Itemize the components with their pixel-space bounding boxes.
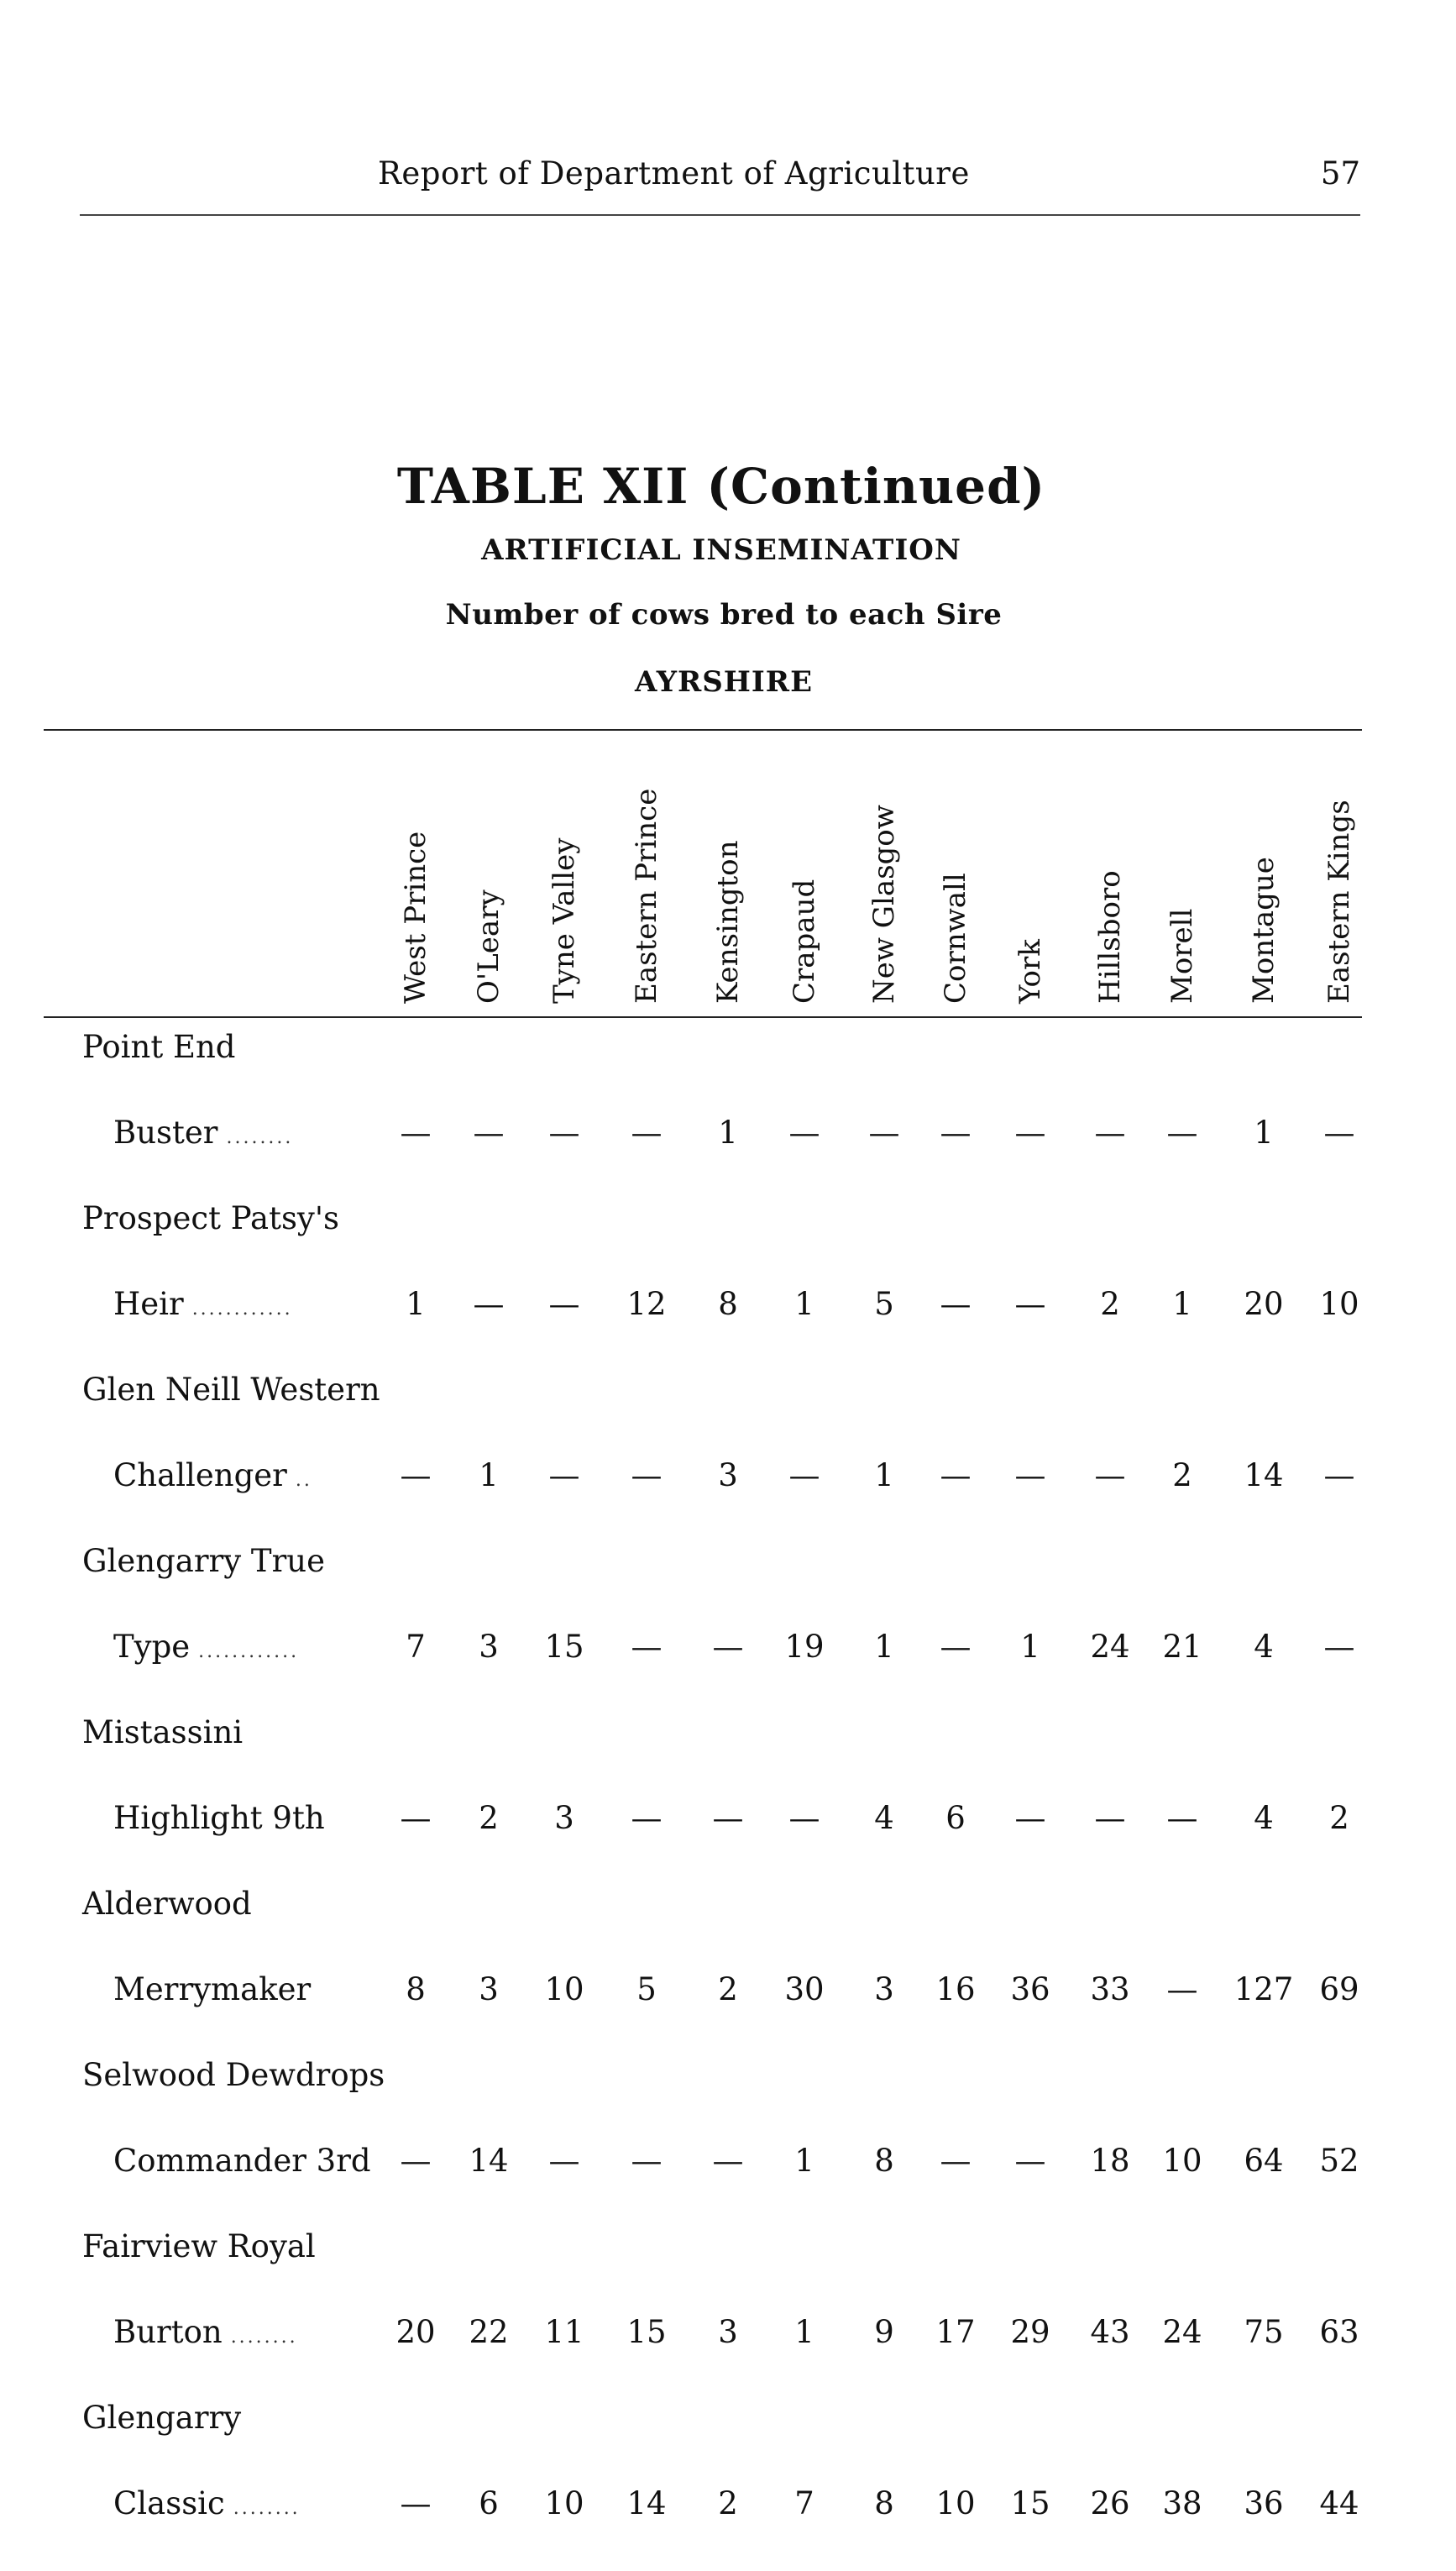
table-cell: 11 <box>544 2314 584 2350</box>
sire-name-line1: Glengarry True <box>82 1543 325 1579</box>
table-cell: 14 <box>626 2485 667 2521</box>
column-header <box>711 735 745 1004</box>
table-cell: — <box>1094 1457 1126 1493</box>
table-cell: 4 <box>874 1800 894 1836</box>
sire-name-line2 <box>113 1800 325 1836</box>
sire-name-line2-text: Buster <box>113 1115 218 1151</box>
table-cell: — <box>940 2143 972 2179</box>
table-cell: 19 <box>784 1629 825 1665</box>
table-cell: — <box>1094 1115 1126 1151</box>
table-cell: 3 <box>718 1457 738 1493</box>
table-cell: — <box>400 2143 432 2179</box>
table-cell: — <box>473 1286 505 1322</box>
table-subtitle: ARTIFICIAL INSEMINATION <box>481 533 961 567</box>
table-row <box>0 2400 1456 2571</box>
sire-name-line1: Fairview Royal <box>82 2228 316 2264</box>
table-row <box>0 1372 1456 1543</box>
dot-leader: ........ <box>230 2327 298 2348</box>
column-header-label: Kensington <box>711 840 745 1004</box>
table-cell: 2 <box>1172 1457 1192 1493</box>
table-row <box>0 2228 1456 2400</box>
dot-leader: .. <box>295 1470 312 1491</box>
sire-name-line1: Mistassini <box>82 1714 244 1750</box>
table-cell: — <box>631 2143 663 2179</box>
table-row <box>0 2057 1456 2228</box>
table-cell: 30 <box>784 1971 825 2007</box>
running-title: Report of Department of Agriculture <box>378 155 970 192</box>
column-header <box>1093 735 1127 1004</box>
sire-name-line2-text: Heir <box>113 1286 184 1322</box>
table-cell: 20 <box>1244 1286 1284 1322</box>
table-cell: 1 <box>794 2314 814 2350</box>
column-header <box>1165 735 1199 1004</box>
sire-name-line1: Glen Neill Western <box>82 1372 380 1408</box>
column-header-label: West Prince <box>399 831 432 1004</box>
table-cell: 44 <box>1319 2485 1359 2521</box>
table-cell: 3 <box>874 1971 894 2007</box>
table-cell: — <box>631 1629 663 1665</box>
table-cell: 10 <box>935 2485 976 2521</box>
sire-name-line1: Prospect Patsy's <box>82 1200 339 1236</box>
table-cell: — <box>712 1629 744 1665</box>
table-cell: 2 <box>479 1800 499 1836</box>
column-header-label: Tyne Valley <box>547 837 581 1004</box>
column-header-label: Crapaud <box>788 879 821 1004</box>
table-cell: 10 <box>544 1971 584 2007</box>
table-cell: 22 <box>469 2314 509 2350</box>
sire-name-line2 <box>113 1971 311 2007</box>
column-header <box>867 735 901 1004</box>
column-header <box>788 735 821 1004</box>
table-cell: 1 <box>406 1286 426 1322</box>
header-rule <box>80 214 1360 216</box>
column-header <box>1322 735 1356 1004</box>
table-header-rule <box>44 1016 1362 1018</box>
table-cell: — <box>400 1800 432 1836</box>
table-cell: — <box>1166 1115 1198 1151</box>
sire-name-line2 <box>113 1115 293 1151</box>
table-cell: 1 <box>718 1115 738 1151</box>
table-cell: — <box>400 2485 432 2521</box>
sire-name-line2-text: Commander 3rd <box>113 2143 371 2179</box>
table-cell: 7 <box>794 2485 814 2521</box>
table-cell: — <box>788 1457 820 1493</box>
sire-name-line2-text: Challenger <box>113 1457 287 1493</box>
sire-name-line1: Selwood Dewdrops <box>82 2057 385 2093</box>
column-header-label: Hillsboro <box>1093 870 1127 1004</box>
table-cell: 3 <box>479 1971 499 2007</box>
table-cell: — <box>548 1115 580 1151</box>
table-cell: 3 <box>479 1629 499 1665</box>
table-cell: — <box>1014 1457 1046 1493</box>
table-cell: — <box>712 1800 744 1836</box>
table-cell: 21 <box>1162 1629 1202 1665</box>
table-cell: 9 <box>874 2314 894 2350</box>
table-row <box>0 1029 1456 1200</box>
column-header-label: York <box>1013 939 1047 1004</box>
table-cell: 1 <box>1020 1629 1040 1665</box>
table-cell: — <box>631 1457 663 1493</box>
column-header-label: Eastern Prince <box>630 788 663 1004</box>
table-cell: — <box>473 1115 505 1151</box>
table-cell: 36 <box>1244 2485 1284 2521</box>
sire-name-line2-text: Classic <box>113 2485 225 2521</box>
table-cell: — <box>712 2143 744 2179</box>
column-header <box>939 735 972 1004</box>
sire-name-line1: Point End <box>82 1029 236 1065</box>
table-body <box>0 1029 1456 2571</box>
table-title: TABLE XII (Continued) <box>396 458 1046 515</box>
table-cell: 15 <box>1010 2485 1050 2521</box>
table-cell: 1 <box>874 1629 894 1665</box>
table-cell: 8 <box>874 2485 894 2521</box>
column-header <box>630 735 663 1004</box>
column-header <box>1013 735 1047 1004</box>
table-cell: 52 <box>1319 2143 1359 2179</box>
table-cell: 6 <box>945 1800 966 1836</box>
sire-name-line2-text: Merrymaker <box>113 1971 312 2007</box>
table-cell: 5 <box>636 1971 657 2007</box>
column-header-label: O'Leary <box>472 889 505 1004</box>
table-cell: 43 <box>1090 2314 1130 2350</box>
table-top-rule <box>44 729 1362 731</box>
table-cell: — <box>1166 1971 1198 2007</box>
table-cell: — <box>1014 1115 1046 1151</box>
column-header <box>1247 735 1281 1004</box>
table-cell: — <box>788 1800 820 1836</box>
table-cell: 38 <box>1162 2485 1202 2521</box>
table-cell: — <box>788 1115 820 1151</box>
column-header-label: Morell <box>1165 908 1199 1004</box>
table-cell: 10 <box>1319 1286 1359 1322</box>
column-header <box>472 735 505 1004</box>
table-cell: 4 <box>1254 1800 1274 1836</box>
table-cell: 127 <box>1233 1971 1294 2007</box>
table-cell: 69 <box>1319 1971 1359 2007</box>
table-cell: — <box>548 1457 580 1493</box>
table-cell: 1 <box>1254 1115 1274 1151</box>
table-cell: 8 <box>874 2143 894 2179</box>
table-cell: 3 <box>718 2314 738 2350</box>
table-row <box>0 1886 1456 2057</box>
sire-name-line2 <box>113 2485 301 2521</box>
table-caption: Number of cows bred to each Sire <box>445 598 1003 632</box>
table-cell: — <box>1323 1629 1355 1665</box>
table-cell: 8 <box>406 1971 426 2007</box>
table-cell: 2 <box>1100 1286 1120 1322</box>
column-headers <box>0 739 1456 1012</box>
column-header <box>547 735 581 1004</box>
column-header-label: Montague <box>1247 857 1281 1004</box>
table-cell: — <box>548 2143 580 2179</box>
table-cell: 24 <box>1162 2314 1202 2350</box>
table-cell: — <box>1323 1115 1355 1151</box>
table-cell: 63 <box>1319 2314 1359 2350</box>
table-cell: 75 <box>1244 2314 1284 2350</box>
table-cell: — <box>940 1286 972 1322</box>
table-cell: — <box>868 1115 900 1151</box>
table-cell: 17 <box>935 2314 976 2350</box>
table-cell: 15 <box>544 1629 584 1665</box>
sire-name-line2 <box>113 1286 293 1322</box>
table-cell: 26 <box>1090 2485 1130 2521</box>
table-cell: 18 <box>1090 2143 1130 2179</box>
running-head <box>80 155 1360 206</box>
breed-heading: AYRSHIRE <box>635 665 813 699</box>
sire-name-line1: Glengarry <box>82 2400 242 2436</box>
table-cell: — <box>631 1800 663 1836</box>
table-cell: 33 <box>1090 1971 1130 2007</box>
dot-leader: ............ <box>198 1641 300 1662</box>
table-cell: — <box>400 1115 432 1151</box>
table-cell: 8 <box>718 1286 738 1322</box>
table-row <box>0 1543 1456 1714</box>
column-header-label: Cornwall <box>939 873 972 1004</box>
table-cell: 14 <box>469 2143 509 2179</box>
table-cell: 1 <box>794 1286 814 1322</box>
table-cell: 24 <box>1090 1629 1130 1665</box>
dot-leader: ........ <box>233 2498 301 2519</box>
table-cell: — <box>631 1115 663 1151</box>
column-header-label: Eastern Kings <box>1322 800 1356 1004</box>
table-cell: — <box>1166 1800 1198 1836</box>
table-cell: — <box>940 1457 972 1493</box>
table-cell: 16 <box>935 1971 976 2007</box>
table-cell: 1 <box>794 2143 814 2179</box>
table-cell: 1 <box>874 1457 894 1493</box>
table-cell: 4 <box>1254 1629 1274 1665</box>
sire-name-line2 <box>113 2314 298 2350</box>
page-number: 57 <box>1320 155 1360 192</box>
column-header <box>399 735 432 1004</box>
table-cell: 36 <box>1010 1971 1050 2007</box>
table-cell: 5 <box>874 1286 894 1322</box>
table-cell: 29 <box>1010 2314 1050 2350</box>
dot-leader: ........ <box>226 1127 294 1148</box>
table-cell: 2 <box>1329 1800 1349 1836</box>
table-cell: 14 <box>1244 1457 1284 1493</box>
table-cell: — <box>1094 1800 1126 1836</box>
table-cell: 1 <box>1172 1286 1192 1322</box>
sire-name-line2 <box>113 2143 371 2179</box>
sire-name-line2-text: Burton <box>113 2314 223 2350</box>
table-cell: — <box>1014 1286 1046 1322</box>
table-cell: — <box>548 1286 580 1322</box>
sire-name-line2 <box>113 1629 299 1665</box>
table-row <box>0 1714 1456 1886</box>
sire-name-line2 <box>113 1457 312 1493</box>
sire-name-line2-text: Type <box>113 1629 191 1665</box>
table-cell: 64 <box>1244 2143 1284 2179</box>
table-cell: 20 <box>395 2314 436 2350</box>
table-cell: — <box>940 1629 972 1665</box>
table-cell: 10 <box>544 2485 584 2521</box>
table-cell: — <box>1014 2143 1046 2179</box>
table-cell: 1 <box>479 1457 499 1493</box>
dot-leader: ............ <box>191 1299 293 1320</box>
table-cell: 10 <box>1162 2143 1202 2179</box>
table-cell: — <box>1323 1457 1355 1493</box>
table-cell: 3 <box>554 1800 574 1836</box>
table-cell: — <box>940 1115 972 1151</box>
table-cell: — <box>400 1457 432 1493</box>
table-cell: 12 <box>626 1286 667 1322</box>
sire-name-line2-text: Highlight 9th <box>113 1800 325 1836</box>
table-row <box>0 1200 1456 1372</box>
sire-name-line1: Alderwood <box>82 1886 252 1922</box>
table-cell: 2 <box>718 1971 738 2007</box>
table-cell: — <box>1014 1800 1046 1836</box>
column-header-label: New Glasgow <box>867 805 901 1004</box>
table-cell: 15 <box>626 2314 667 2350</box>
table-cell: 6 <box>479 2485 499 2521</box>
table-cell: 2 <box>718 2485 738 2521</box>
table-cell: 7 <box>406 1629 426 1665</box>
